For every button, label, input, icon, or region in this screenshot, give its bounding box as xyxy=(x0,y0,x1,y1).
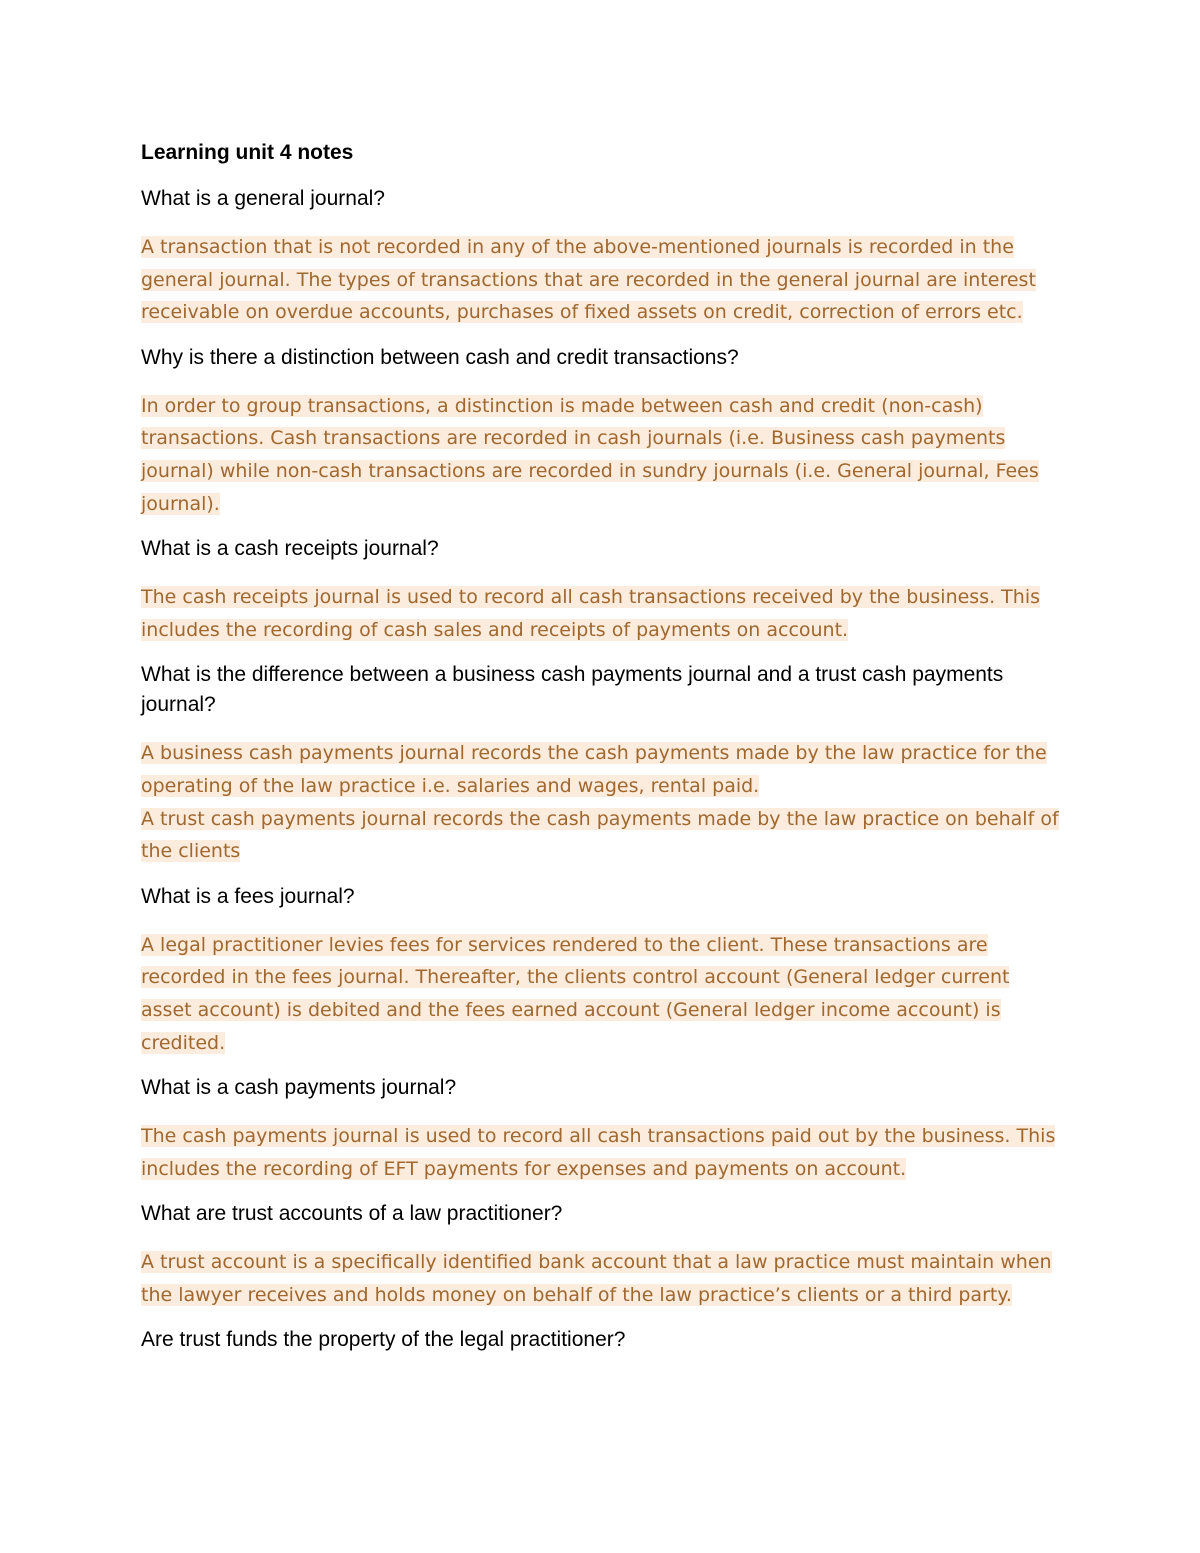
answer-6-text: The cash payments journal is used to record all cash transactions paid out by the business. This includes the recording of EFT payments for expenses and payments on account. xyxy=(141,1125,1056,1180)
answer-2 xyxy=(141,390,1061,520)
answer-6 xyxy=(141,1120,1061,1185)
answer-3-text: The cash receipts journal is used to record all cash transactions received by the business. This includes the recording of cash sales and receipts of payments on account. xyxy=(141,586,1041,641)
answer-4-line-2 xyxy=(141,803,1061,868)
answer-5-text: A legal practitioner levies fees for services rendered to the client. These transactions are recorded in the fees journal. Thereafter, the clients control account (General ledger current asset account) is debited and the fees earned account (General ledger income account) is credited. xyxy=(141,933,1010,1054)
answer-4-line-1 xyxy=(141,737,1061,802)
question-1: What is a general journal? xyxy=(141,187,385,210)
question-3: What is a cash receipts journal? xyxy=(141,537,439,561)
question-8: Are trust funds the property of the legal practitioner? xyxy=(141,1328,626,1352)
answer-4-text-2: A trust cash payments journal records the cash payments made by the law practice on behalf of the clients xyxy=(141,807,1059,863)
question-7: What are trust accounts of a law practitioner? xyxy=(141,1202,563,1226)
answer-4 xyxy=(141,737,1061,867)
question-5: What is a fees journal? xyxy=(141,884,355,908)
answer-1 xyxy=(141,231,1061,329)
question-2: Why is there a distinction between cash and credit transactions? xyxy=(141,345,739,369)
answer-7 xyxy=(141,1246,1061,1311)
document-body xyxy=(141,138,1061,1372)
answer-5 xyxy=(141,929,1061,1059)
answer-2-text: In order to group transactions, a distinction is made between cash and credit (non-cash) transactions. Cash transactions are recorded in cash journals (i.e. Business cash payments journal) while non-cash transactions are recorded in sundry journals (i.e. General journal, Fees journal). xyxy=(141,394,1039,515)
answer-3 xyxy=(141,581,1061,646)
question-6: What is a cash payments journal? xyxy=(141,1076,457,1100)
question-4: What is the difference between a business cash payments journal and a trust cash payments journal? xyxy=(141,663,1004,717)
answer-1-text: A transaction that is not recorded in any of the above-mentioned journals is recorded in the general journal. The types of transactions that are recorded in the general journal are interest receivable on overdue accounts, purchases of fixed assets on credit, correction of errors etc. xyxy=(141,236,1036,324)
page-title: Learning unit 4 notes xyxy=(141,141,354,164)
answer-7-text: A trust account is a specifically identified bank account that a law practice must maintain when the lawyer receives and holds money on behalf of the law practice’s clients or a third party. xyxy=(141,1251,1052,1306)
answer-4-text-1: A business cash payments journal records the cash payments made by the law practice for the operating of the law practice i.e. salaries and wages, rental paid. xyxy=(141,742,1047,797)
